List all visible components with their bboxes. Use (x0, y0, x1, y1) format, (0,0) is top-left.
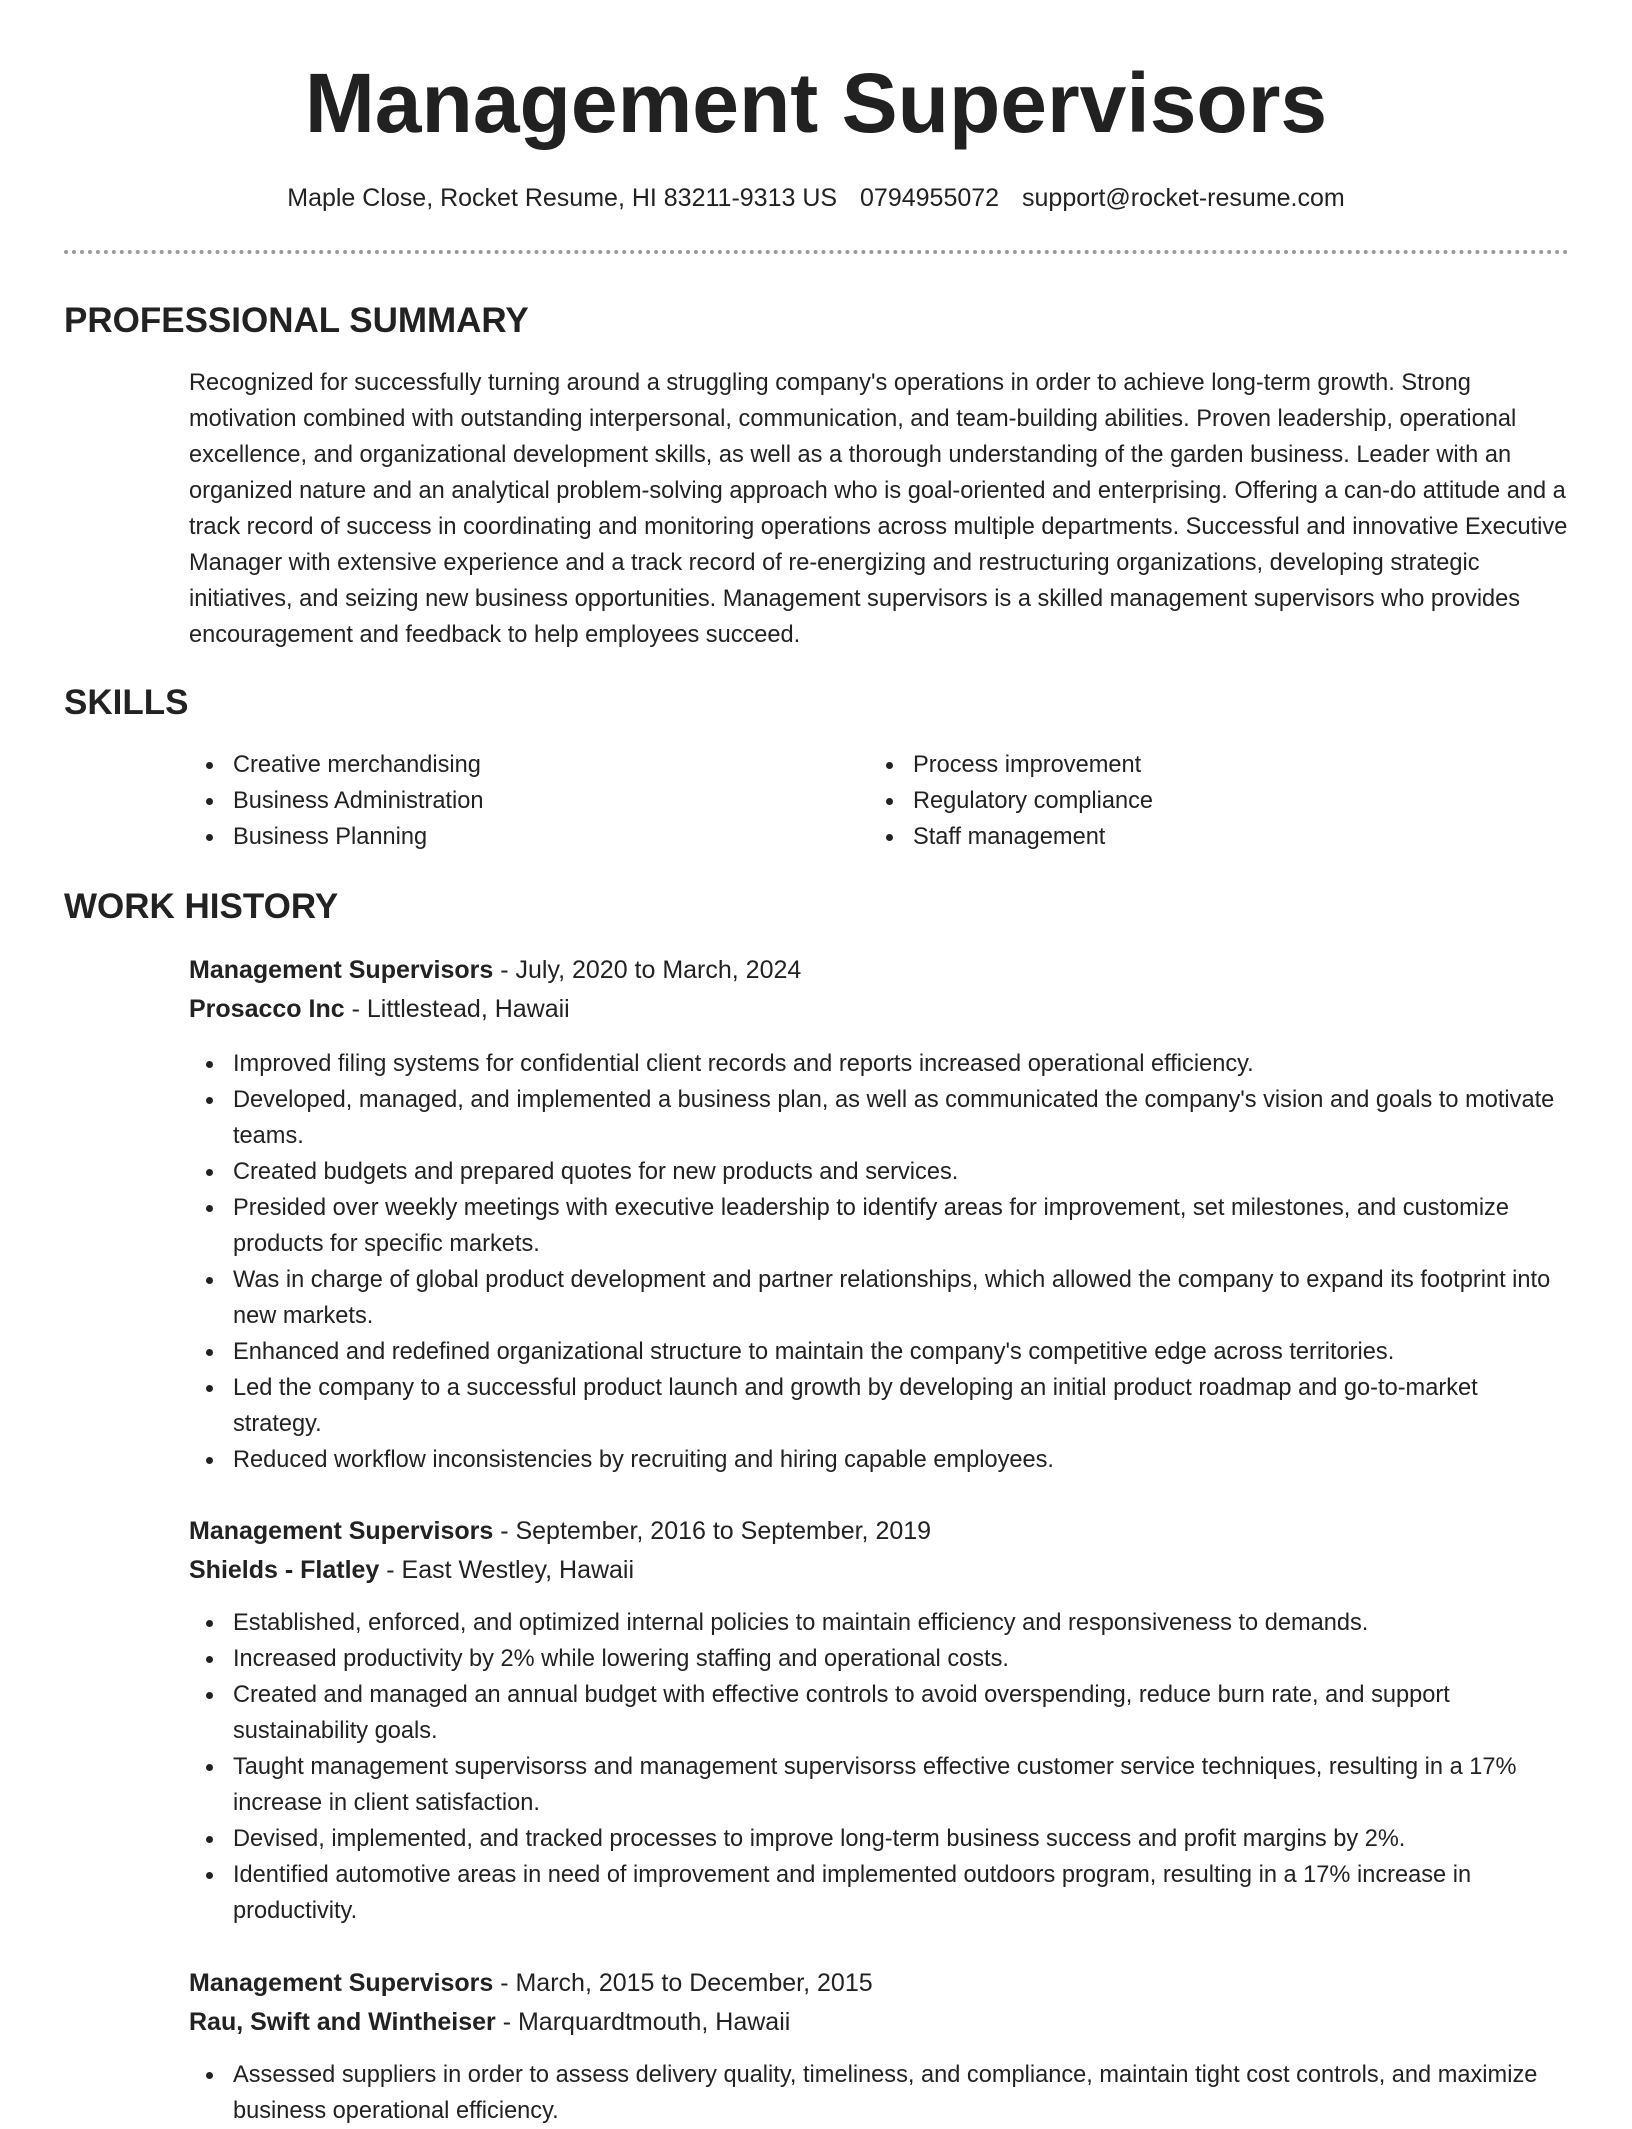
skills-list-left (189, 747, 789, 855)
skills-heading: SKILLS (64, 683, 189, 722)
job-dates: - March, 2015 to December, 2015 (493, 1969, 873, 1997)
contact-email[interactable]: support@rocket-resume.com (1022, 184, 1345, 212)
job-bullet: Improved filing systems for confidential client records and reports increased operational efficiency. (189, 1046, 1569, 1082)
job-bullet: Established, enforced, and optimized internal policies to maintain efficiency and responsiveness to demands. (189, 1605, 1569, 1641)
job-bullet: Increased productivity by 2% while lowering staffing and operational costs. (189, 1641, 1569, 1677)
contact-address: Maple Close, Rocket Resume, HI 83211-9313 US (287, 184, 838, 212)
summary-text: Recognized for successfully turning around a struggling company's operations in order to achieve long-term growth. Strong motivation combined with outstanding interpersonal, communication, and team-building abilities. Proven leadership, operational excellence, and organizational development skills, as well as a thorough understanding of the garden business. Leader with an organized nature and an analytical problem-solving approach who is goal-oriented and enterprising. Offering a can-do attitude and a track record of success in coordinating and monitoring operations across multiple departments. Successful and innovative Executive Manager with extensive experience and a track record of re-energizing and restructuring organizations, developing strategic initiatives, and seizing new business opportunities. Management supervisors is a skilled management supervisors who provides encouragement and feedback to help employees succeed. (189, 370, 1568, 648)
job-company-line (189, 991, 1569, 1027)
skills-list-right (869, 747, 1469, 855)
job-bullet: Presided over weekly meetings with executive leadership to identify areas for improvement, set milestones, and customize products for specific markets. (189, 1190, 1569, 1262)
job-location: - Littlestead, Hawaii (344, 995, 570, 1023)
summary-heading: PROFESSIONAL SUMMARY (64, 301, 529, 340)
job-bullet-list (189, 1046, 1569, 1478)
job-dates: - July, 2020 to March, 2024 (493, 956, 802, 984)
skill-item: Process improvement (869, 747, 1469, 783)
job-bullet: Reduced workflow inconsistencies by recruiting and hiring capable employees. (189, 1442, 1569, 1478)
job-location: - Marquardtmouth, Hawaii (495, 2008, 791, 2036)
job-company-line (189, 1552, 1569, 1588)
skill-item: Regulatory compliance (869, 783, 1469, 819)
job-bullet-list (189, 1605, 1569, 1929)
contact-line (0, 180, 1632, 216)
job-bullet: Created and managed an annual budget with effective controls to avoid overspending, reduce burn rate, and support sustainability goals. (189, 1677, 1569, 1749)
job-dates: - September, 2016 to September, 2019 (493, 1517, 932, 1545)
job-company: Shields - Flatley (189, 1556, 380, 1584)
job-title: Management Supervisors (189, 1969, 494, 1997)
job-bullet: Identified automotive areas in need of improvement and implemented outdoors program, resulting in a 17% increase in productivity. (189, 1857, 1569, 1929)
candidate-name: Management Supervisors (304, 56, 1328, 150)
job-title: Management Supervisors (189, 1517, 494, 1545)
skill-item: Creative merchandising (189, 747, 789, 783)
job-company-line (189, 2004, 1569, 2040)
job-bullet: Was in charge of global product development and partner relationships, which allowed the company to expand its footprint into new markets. (189, 1262, 1569, 1334)
skill-item: Business Administration (189, 783, 789, 819)
job-company: Rau, Swift and Wintheiser (189, 2008, 496, 2036)
job-bullet: Devised, implemented, and tracked processes to improve long-term business success and profit margins by 2%. (189, 1821, 1569, 1857)
contact-phone: 0794955072 (860, 184, 1000, 212)
skill-item: Business Planning (189, 819, 789, 855)
job-location: - East Westley, Hawaii (379, 1556, 635, 1584)
job-title-line (189, 952, 1569, 988)
job-title-line (189, 1513, 1569, 1549)
header-divider (64, 250, 1569, 254)
skill-item: Staff management (869, 819, 1469, 855)
work-history-heading: WORK HISTORY (64, 887, 339, 926)
job-bullet: Developed, managed, and implemented a business plan, as well as communicated the company's vision and goals to motivate teams. (189, 1082, 1569, 1154)
job-bullet: Enhanced and redefined organizational structure to maintain the company's competitive edge across territories. (189, 1334, 1569, 1370)
job-title-line (189, 1965, 1569, 2001)
job-bullet-list (189, 2057, 1569, 2129)
job-bullet: Taught management supervisorss and management supervisorss effective customer service techniques, resulting in a 17% increase in client satisfaction. (189, 1749, 1569, 1821)
job-company: Prosacco Inc (189, 995, 345, 1023)
job-title: Management Supervisors (189, 956, 494, 984)
job-bullet: Led the company to a successful product launch and growth by developing an initial product roadmap and go-to-market strategy. (189, 1370, 1569, 1442)
job-bullet: Created budgets and prepared quotes for new products and services. (189, 1154, 1569, 1190)
job-bullet: Assessed suppliers in order to assess delivery quality, timeliness, and compliance, maintain tight cost controls, and maximize business operational efficiency. (189, 2057, 1569, 2129)
